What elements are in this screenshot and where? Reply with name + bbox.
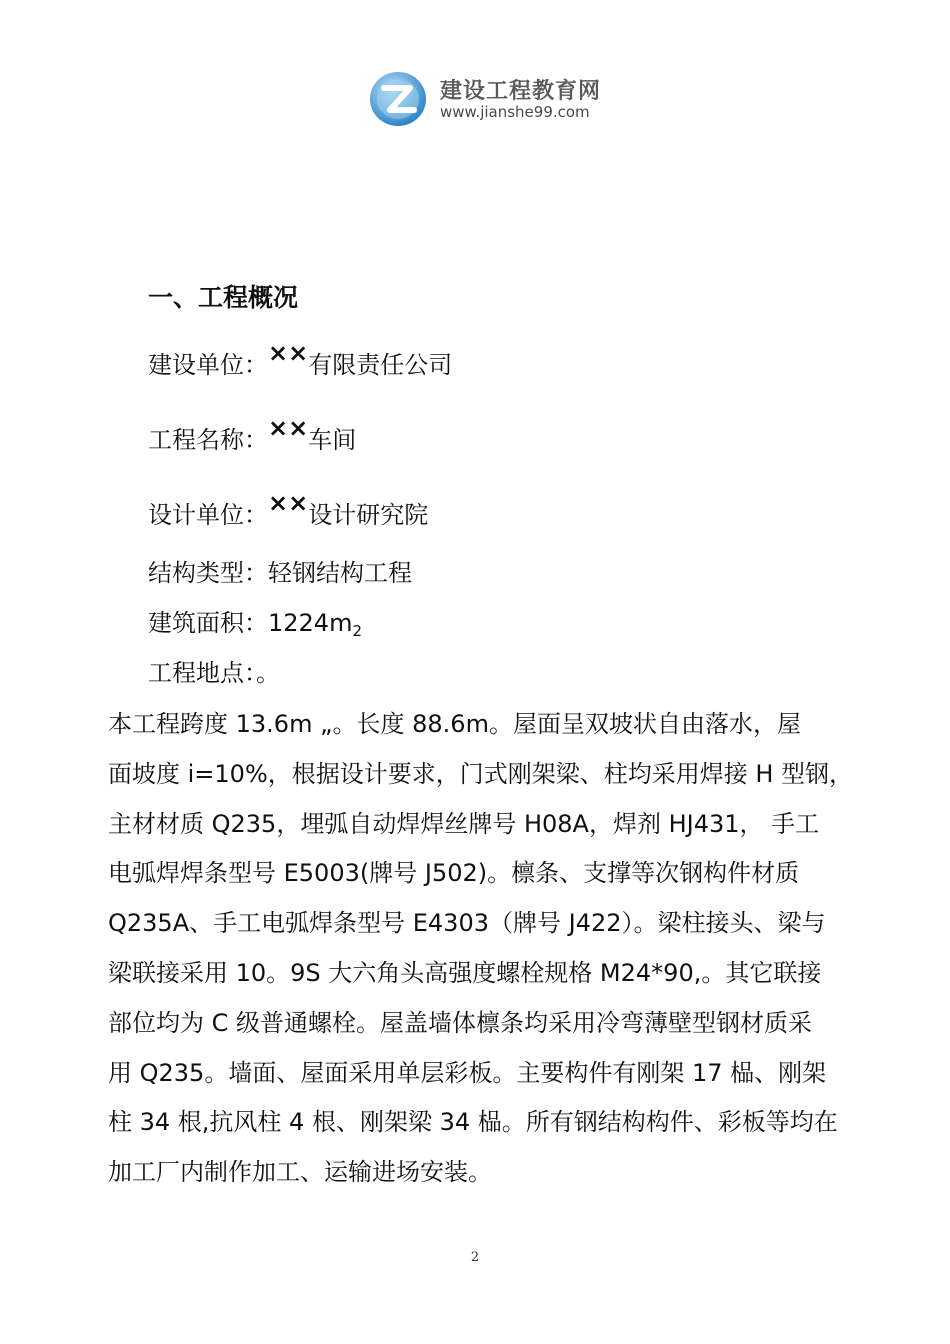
description-line: 电弧焊焊条型号 E5003(牌号 J502)。檩条、支撑等次钢构件材质 <box>108 859 800 888</box>
info-location-label: 工程地点： <box>148 659 256 687</box>
description-line: 用 Q235。墙面、屋面采用单层彩板。主要构件有刚架 17 榀、刚架 <box>108 1058 827 1087</box>
info-location <box>148 653 280 688</box>
page-number: 2 <box>470 1250 480 1265</box>
info-area-value: 1224m <box>268 609 353 637</box>
logo-site-url: www.jianshe99.com <box>440 103 590 121</box>
description-line: 本工程跨度 13.6m „。长度 88.6m。屋面呈双坡状自由落水，屋 <box>108 710 801 738</box>
info-designer-label: 设计单位： <box>148 501 268 529</box>
info-area-label: 建筑面积： <box>148 609 268 637</box>
logo-site-name: 建设工程教育网 <box>440 79 602 104</box>
info-area <box>148 603 362 638</box>
info-project <box>148 414 357 455</box>
logo-mark-icon <box>368 70 428 128</box>
info-project-mask: ×× <box>268 414 309 442</box>
info-owner-label: 建设单位： <box>148 351 268 379</box>
description-line: 面坡度 i=10%，根据设计要求，门式刚架梁、柱均采用焊接 H 型钢， <box>108 759 854 788</box>
description-line: 梁联接采用 10。9S 大六角头高强度螺栓规格 M24*90,。其它联接 <box>108 958 822 987</box>
info-owner-mask: ×× <box>268 339 309 367</box>
info-designer-mask: ×× <box>268 489 309 517</box>
info-owner-value: 有限责任公司 <box>308 351 453 379</box>
info-location-value: 。 <box>256 659 280 687</box>
description-line: 加工厂内制作加工、运输进场安装。 <box>108 1158 492 1187</box>
info-structure-label: 结构类型： <box>148 559 268 587</box>
description-line: 主材材质 Q235，埋弧自动焊焊丝牌号 H08A，焊剂 HJ431， 手工 <box>108 809 820 838</box>
info-owner <box>148 339 453 380</box>
info-project-value: 车间 <box>308 426 357 454</box>
description-line: 部位均为 C 级普通螺栓。屋盖墙体檩条均采用冷弯薄壁型钢材质采 <box>108 1008 813 1037</box>
info-designer-value: 设计研究院 <box>308 501 429 529</box>
info-structure <box>148 553 412 588</box>
site-logo <box>368 70 608 130</box>
info-designer <box>148 489 429 530</box>
info-structure-value: 轻钢结构工程 <box>268 559 412 587</box>
section-heading: 一、工程概况 <box>148 283 299 312</box>
description-line: 柱 34 根,抗风柱 4 根、刚架梁 34 榀。所有钢结构构件、彩板等均在 <box>108 1108 838 1137</box>
info-project-label: 工程名称： <box>148 426 268 454</box>
info-area-unit-sub: 2 <box>352 622 363 640</box>
description-line: Q235A、手工电弧焊条型号 E4303（牌号 J422）。梁柱接头、梁与 <box>108 909 826 938</box>
project-description <box>108 700 868 1198</box>
